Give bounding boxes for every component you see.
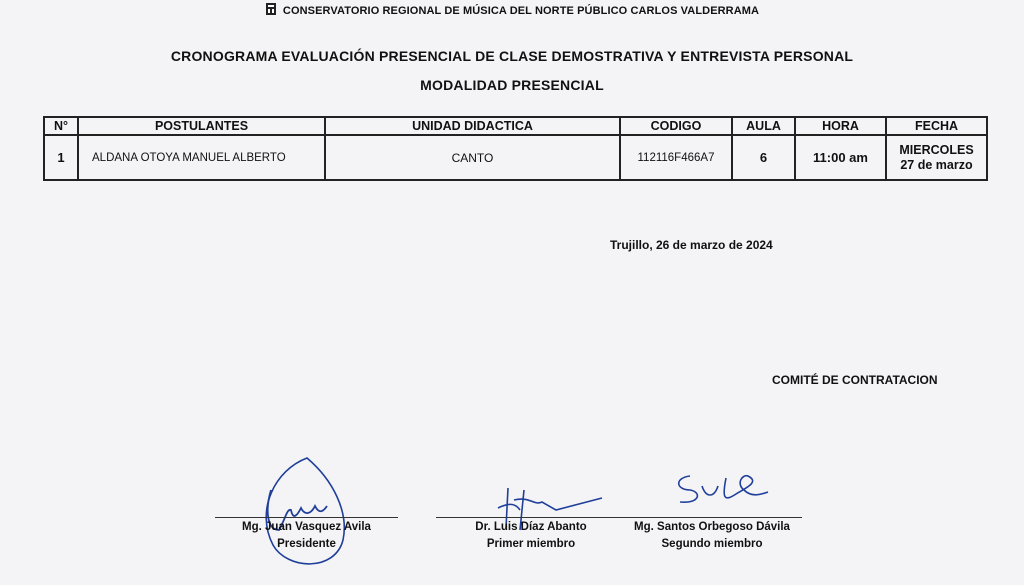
cell-unit: CANTO [325, 135, 620, 180]
signer-role-1: Presidente [277, 538, 336, 550]
cell-date-day: MIERCOLES [899, 142, 974, 157]
signature-second-member [672, 468, 772, 510]
conservatory-logo-icon [265, 2, 277, 16]
signature-line-2 [436, 517, 626, 518]
signer-name-2: Dr. Luis Díaz Abanto [475, 521, 587, 533]
cell-date-value: 27 de marzo [900, 157, 973, 172]
document-subtitle: MODALIDAD PRESENCIAL [420, 77, 604, 93]
signer-role-3: Segundo miembro [661, 538, 763, 550]
column-header-applicants: POSTULANTES [78, 117, 325, 135]
column-header-classroom: AULA [732, 117, 795, 135]
table-row [44, 135, 987, 180]
document-title: CRONOGRAMA EVALUACIÓN PRESENCIAL DE CLASE DEMOSTRATIVA Y ENTREVISTA PERSONAL [170, 48, 854, 64]
column-header-number: N° [44, 117, 78, 135]
institution-name: CONSERVATORIO REGIONAL DE MÚSICA DEL NORTE PÚBLICO CARLOS VALDERRAMA [282, 5, 760, 17]
cell-time: 11:00 am [795, 135, 886, 180]
table-header-row [44, 117, 987, 135]
cell-date [886, 135, 987, 180]
cell-classroom: 6 [732, 135, 795, 180]
cell-number: 1 [44, 135, 78, 180]
column-header-time: HORA [795, 117, 886, 135]
signer-name-1: Mg. Juan Vasquez Avila [242, 521, 371, 533]
place-date: Trujillo, 26 de marzo de 2024 [610, 238, 773, 252]
signature-line-3 [622, 517, 802, 518]
committee-label: COMITÉ DE CONTRATACION [772, 373, 938, 387]
institution-header [0, 2, 1024, 17]
cell-applicant: ALDANA OTOYA MANUEL ALBERTO [78, 135, 325, 180]
schedule-table [43, 116, 988, 181]
column-header-date: FECHA [886, 117, 987, 135]
signer-name-3: Mg. Santos Orbegoso Dávila [634, 521, 790, 533]
column-header-code: CODIGO [620, 117, 732, 135]
signer-role-2: Primer miembro [486, 538, 576, 550]
column-header-unit: UNIDAD DIDACTICA [325, 117, 620, 135]
cell-code: 112116F466A7 [620, 135, 732, 180]
signature-line-1 [215, 517, 398, 518]
signature-president [245, 450, 355, 575]
